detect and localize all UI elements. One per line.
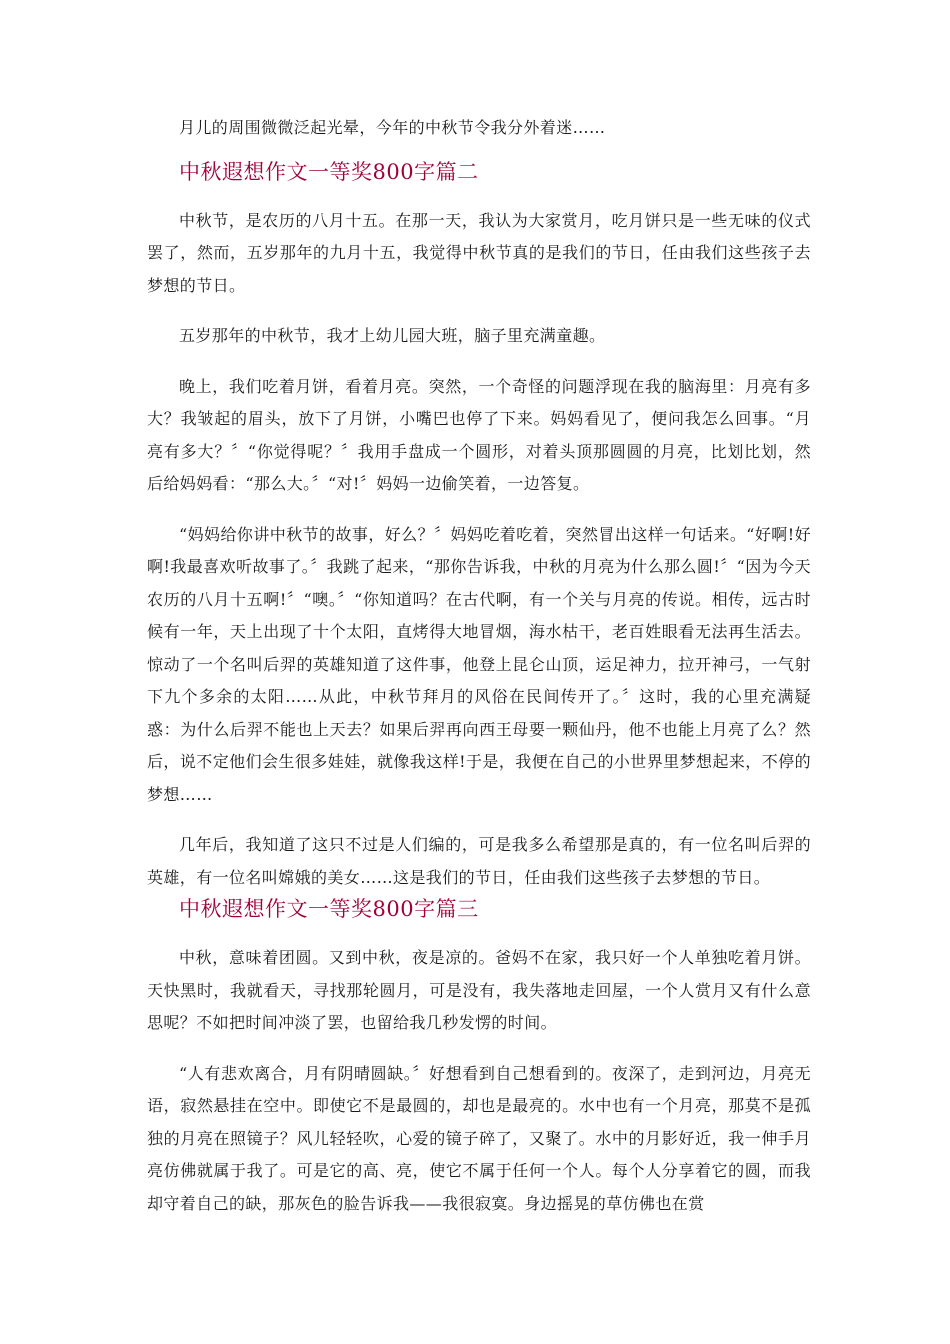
- section-3-paragraph-1: 中秋，意味着团圆。又到中秋，夜是凉的。爸妈不在家，我只好一个人单独吃着月饼。天快黑时，我就看天，寻找那轮圆月，可是没有，我失落地走回屋，一个人赏月又有什么意思呢？不如把时间冲淡了罢，也留给我几秒发愣的时间。: [147, 948, 811, 1032]
- section-3-title: 中秋遐想作文一等奖800字篇三: [179, 897, 479, 921]
- section-2-paragraph-3: 晚上，我们吃着月饼，看着月亮。突然，一个奇怪的问题浮现在我的脑海里：月亮有多大？我皱起的眉头，放下了月饼，小嘴巴也停了下来。妈妈看见了，便问我怎么回事。“月亮有多大？〞“你觉得呢？〞我用手盘成一个圆形，对着头顶那圆圆的月亮，比划比划，然后给妈妈看：“那么大。〞“对!〞妈妈一边偷笑着，一边答复。: [147, 376, 811, 493]
- section-2-paragraph-4: “妈妈给你讲中秋节的故事，好么？〞妈妈吃着吃着，突然冒出这样一句话来。“好啊!好啊!我最喜欢听故事了。〞我跳了起来，“那你告诉我，中秋的月亮为什么那么圆!〞“因为今天农历的八月十五啊!〞“噢。〞“你知道吗？在古代啊，有一个关与月亮的传说。相传，远古时候有一年，天上出现了十个太阳，直烤得大地冒烟，海水枯干，老百姓眼看无法再生活去。惊动了一个名叫后羿的英雄知道了这件事，他登上昆仑山顶，运足神力，拉开神弓，一气射下九个多余的太阳……从此，中秋节拜月的风俗在民间传开了。〞这时，我的心里充满疑惑：为什么后羿不能也上天去？如果后羿再向西王母要一颗仙丹，他不也能上月亮了么？然后，说不定他们会生很多娃娃，就像我这样!于是，我便在自己的小世界里梦想起来，不停的梦想……: [147, 524, 811, 804]
- section-3-paragraph-2: “人有悲欢离合，月有阴晴圆缺。〞好想看到自己想看到的。夜深了，走到河边，月亮无语，寂然悬挂在空中。即使它不是最圆的，却也是最亮的。水中也有一个月亮，那莫不是孤独的月亮在照镜子？风儿轻轻吹，心爱的镜子碎了，又聚了。水中的月影好近，我一伸手月亮仿佛就属于我了。可是它的高、亮，使它不属于任何一个人。每个人分享着它的圆，而我却守着自己的缺，那灰色的脸告诉我——我很寂寞。身边摇晃的草仿佛也在赏: [147, 1063, 811, 1213]
- section-2-title: 中秋遐想作文一等奖800字篇二: [179, 159, 479, 184]
- section-2-paragraph-5: 几年后，我知道了这只不过是人们编的，可是我多么希望那是真的，有一位名叫后羿的英雄，有一位名叫嫦娥的美女……这是我们的节日，任由我们这些孩子去梦想的节日。: [147, 835, 811, 887]
- section-2-paragraph-2: 五岁那年的中秋节，我才上幼儿园大班，脑子里充满童趣。: [179, 326, 606, 345]
- document-body: [147, 112, 811, 1220]
- section-2-paragraph-1: 中秋节，是农历的八月十五。在那一天，我认为大家赏月，吃月饼只是一些无味的仪式罢了，然而，五岁那年的九月十五，我觉得中秋节真的是我们的节日，任由我们这些孩子去梦想的节日。: [147, 210, 811, 295]
- intro-paragraph: 月儿的周围微微泛起光晕，今年的中秋节令我分外着迷……: [179, 118, 606, 137]
